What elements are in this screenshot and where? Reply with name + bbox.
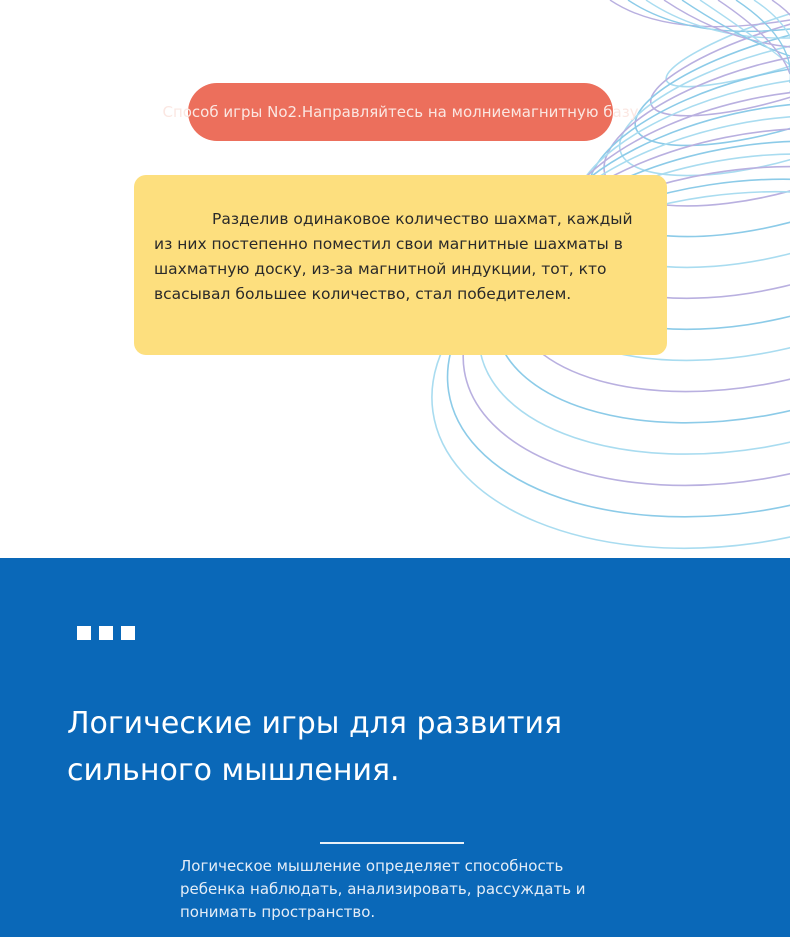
square-dot-icon [121, 626, 135, 640]
banner-headline-line-1: Логические игры для развития [67, 706, 563, 741]
swirl-line [700, 0, 790, 65]
game-mode-title: Способ игры No2.Направляйтесь на молниемагнитную базу [162, 103, 639, 121]
rule-description-card [134, 175, 667, 355]
square-dot-icon [77, 626, 91, 640]
feature-banner [0, 558, 790, 937]
decorative-dots [77, 626, 135, 640]
rule-description-text: Разделив одинаковое количество шахмат, каждый из них постепенно поместил свои магнитные шахматы в шахматную доску, из-за магнитной индукции, тот, кто всасывал большее количество, стал победителем. [154, 210, 633, 303]
swirl-line [659, 0, 790, 104]
banner-description: Логическое мышление определяет способность ребенка наблюдать, анализировать, рассуждать и понимать пространство. [180, 857, 586, 921]
banner-headline-line-2: сильного мышления. [67, 753, 400, 788]
game-mode-title-pill [162, 83, 639, 141]
banner-headline [67, 700, 707, 794]
square-dot-icon [99, 626, 113, 640]
banner-divider [320, 842, 464, 844]
